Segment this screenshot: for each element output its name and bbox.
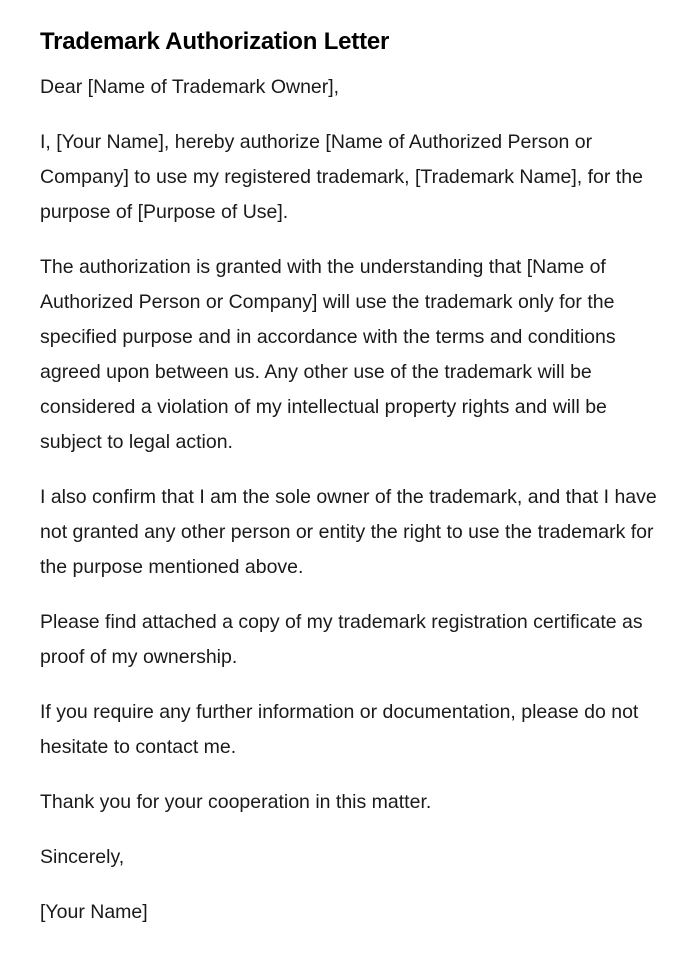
salutation: Dear [Name of Trademark Owner], [40, 76, 340, 98]
paragraph-attachment: Please find attached a copy of my trademark registration certificate as proof of my ownership. [40, 611, 643, 668]
paragraph-contact: If you require any further information or documentation, please do not hesitate to contact me. [40, 701, 639, 758]
paragraph-thanks: Thank you for your cooperation in this matter. [40, 791, 432, 813]
paragraph-terms: The authorization is granted with the understanding that [Name of Authorized Person or Company] will use the trademark only for the specified purpose and in accordance with the terms and conditions agreed upon between us. Any other use of the trademark will be considered a violation of my intellectual property rights and will be subject to legal action. [40, 256, 616, 453]
paragraph-ownership: I also confirm that I am the sole owner of the trademark, and that I have not granted any other person or entity the right to use the trademark for the purpose mentioned above. [40, 486, 657, 578]
signature-name: [Your Name] [40, 901, 148, 923]
paragraph-authorization: I, [Your Name], hereby authorize [Name of Authorized Person or Company] to use my registered trademark, [Trademark Name], for the purpose of [Purpose of Use]. [40, 131, 643, 223]
letter-title: Trademark Authorization Letter [40, 28, 390, 55]
closing: Sincerely, [40, 846, 125, 868]
